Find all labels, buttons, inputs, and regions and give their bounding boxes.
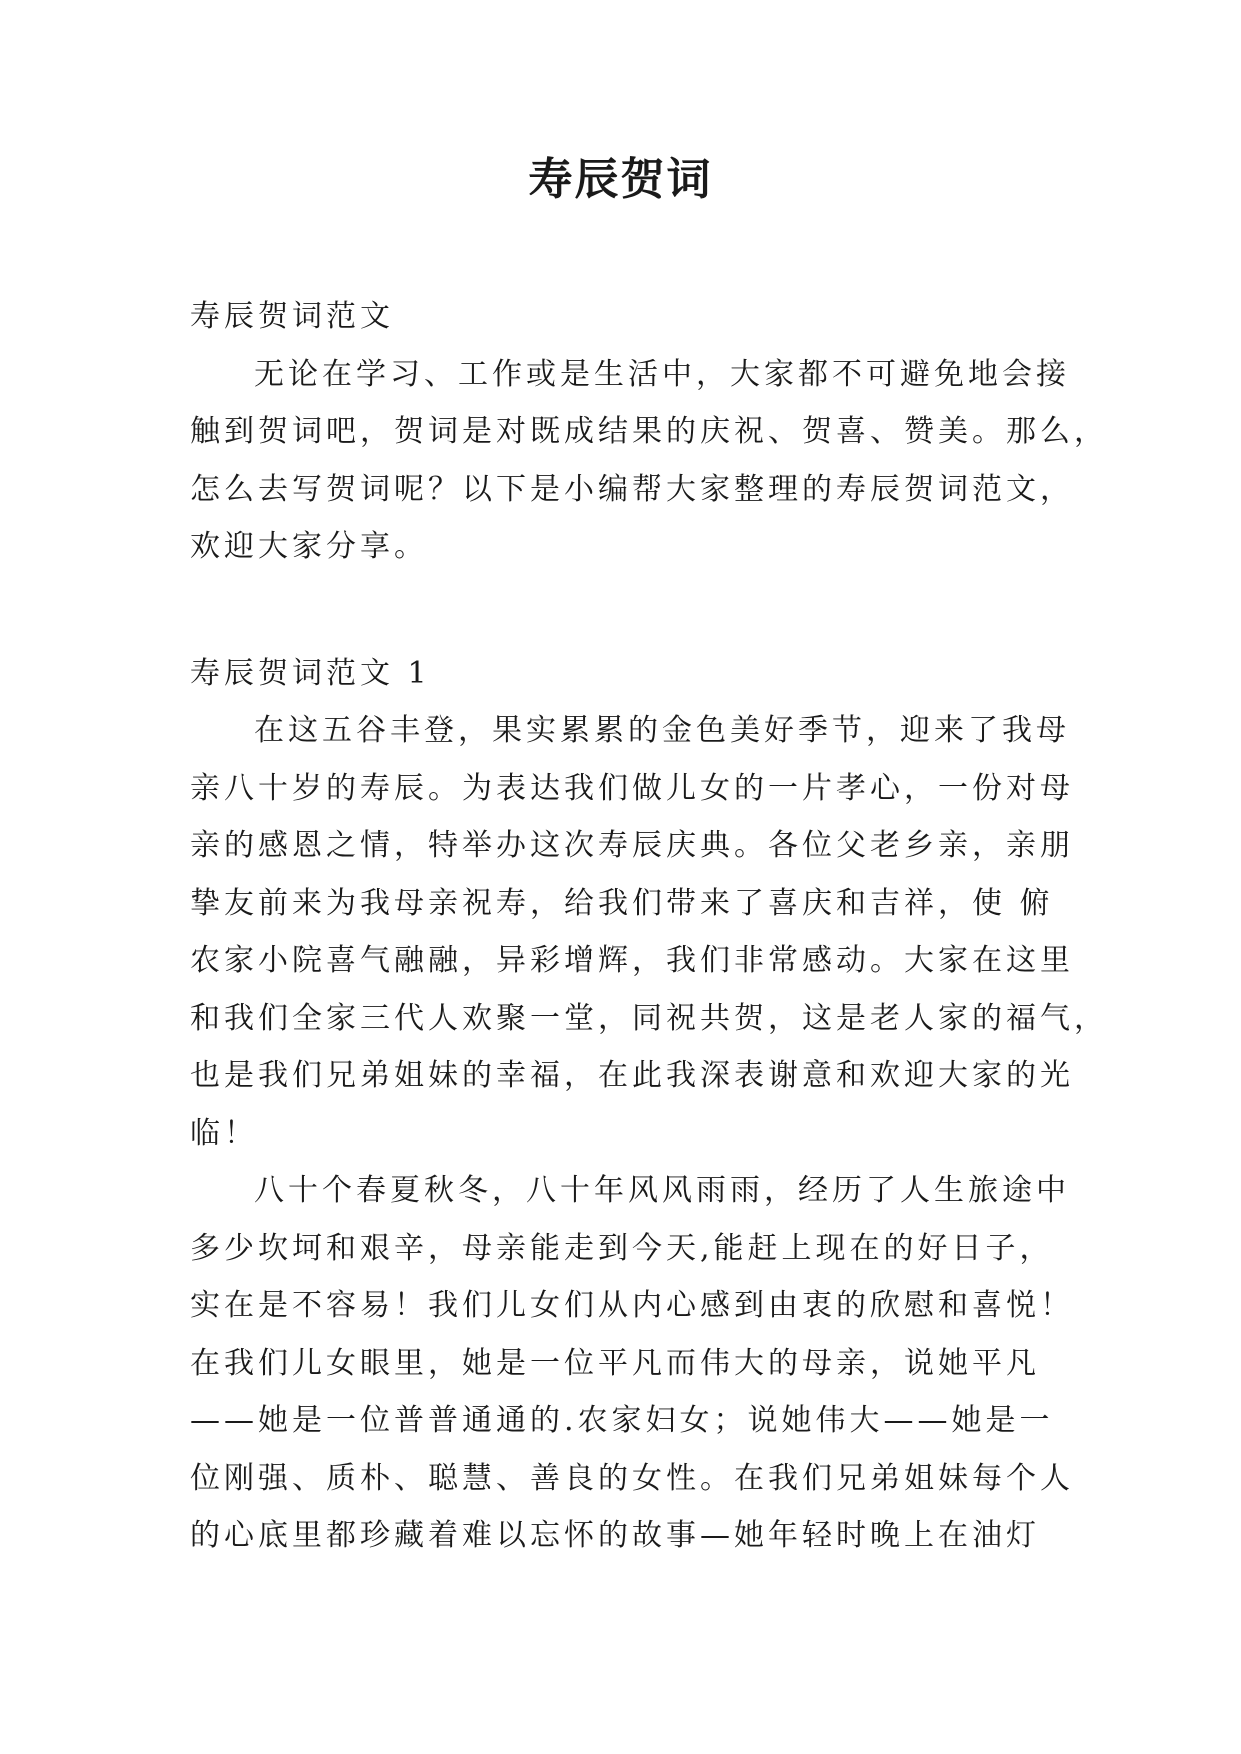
paragraph-line: 临！: [190, 1115, 258, 1151]
paragraph-line: 位刚强、质朴、聪慧、善良的女性。在我们兄弟姐妹每个人: [190, 1460, 1074, 1496]
paragraph-line: 和我们全家三代人欢聚一堂，同祝共贺，这是老人家的福气，: [190, 1000, 1108, 1036]
paragraph-line: 亲八十岁的寿辰。为表达我们做儿女的一片孝心，一份对母: [190, 770, 1074, 806]
intro-paragraph: [190, 346, 1108, 576]
paragraph-line: ——她是一位普普通通的.农家妇女；说她伟大——她是一: [190, 1403, 1054, 1438]
paragraph-line: 欢迎大家分享。: [190, 529, 428, 564]
paragraph-line: 农家小院喜气融融，异彩增辉，我们非常感动。大家在这里: [190, 943, 1074, 978]
paragraph-line: 的心底里都珍藏着难以忘怀的故事—她年轻时晚上在油灯: [190, 1518, 1040, 1553]
paragraph-line: 无论在学习、工作或是生活中，大家都不可避免地会接: [254, 356, 1070, 392]
paragraph-line: 在这五谷丰登，果实累累的金色美好季节，迎来了我母: [254, 713, 1070, 748]
paragraph-line: 多少坎坷和艰辛，母亲能走到今天,能赶上现在的好日子，: [190, 1230, 1054, 1266]
paragraph-line: 八十个春夏秋冬，八十年风风雨雨，经历了人生旅途中: [254, 1173, 1070, 1208]
section-spacer: [190, 576, 1050, 645]
section-heading: 寿辰贺词范文 1: [190, 655, 431, 691]
intro-heading: 寿辰贺词范文: [190, 299, 394, 334]
paragraph-line: 亲的感恩之情，特举办这次寿辰庆典。各位父老乡亲，亲朋: [190, 828, 1074, 863]
document-body: [190, 288, 1108, 1565]
paragraph-line: 实在是不容易！我们儿女们从内心感到由衷的欣慰和喜悦！: [190, 1288, 1074, 1323]
document-title: 寿辰贺词: [528, 154, 713, 205]
paragraph-line: 也是我们兄弟姐妹的幸福，在此我深表谢意和欢迎大家的光: [190, 1058, 1074, 1093]
section1-paragraph-2: [190, 1162, 1074, 1565]
paragraph-line: 怎么去写贺词呢？以下是小编帮大家整理的寿辰贺词范文，: [190, 471, 1074, 507]
paragraph-line: 触到贺词吧，贺词是对既成结果的庆祝、贺喜、赞美。那么，: [190, 414, 1108, 449]
paragraph-line: 在我们儿女眼里，她是一位平凡而伟大的母亲，说她平凡: [190, 1345, 1040, 1381]
paragraph-line: 挚友前来为我母亲祝寿，给我们带来了喜庆和吉祥，使 俯: [190, 885, 1054, 921]
section1-paragraph-1: [190, 702, 1108, 1162]
